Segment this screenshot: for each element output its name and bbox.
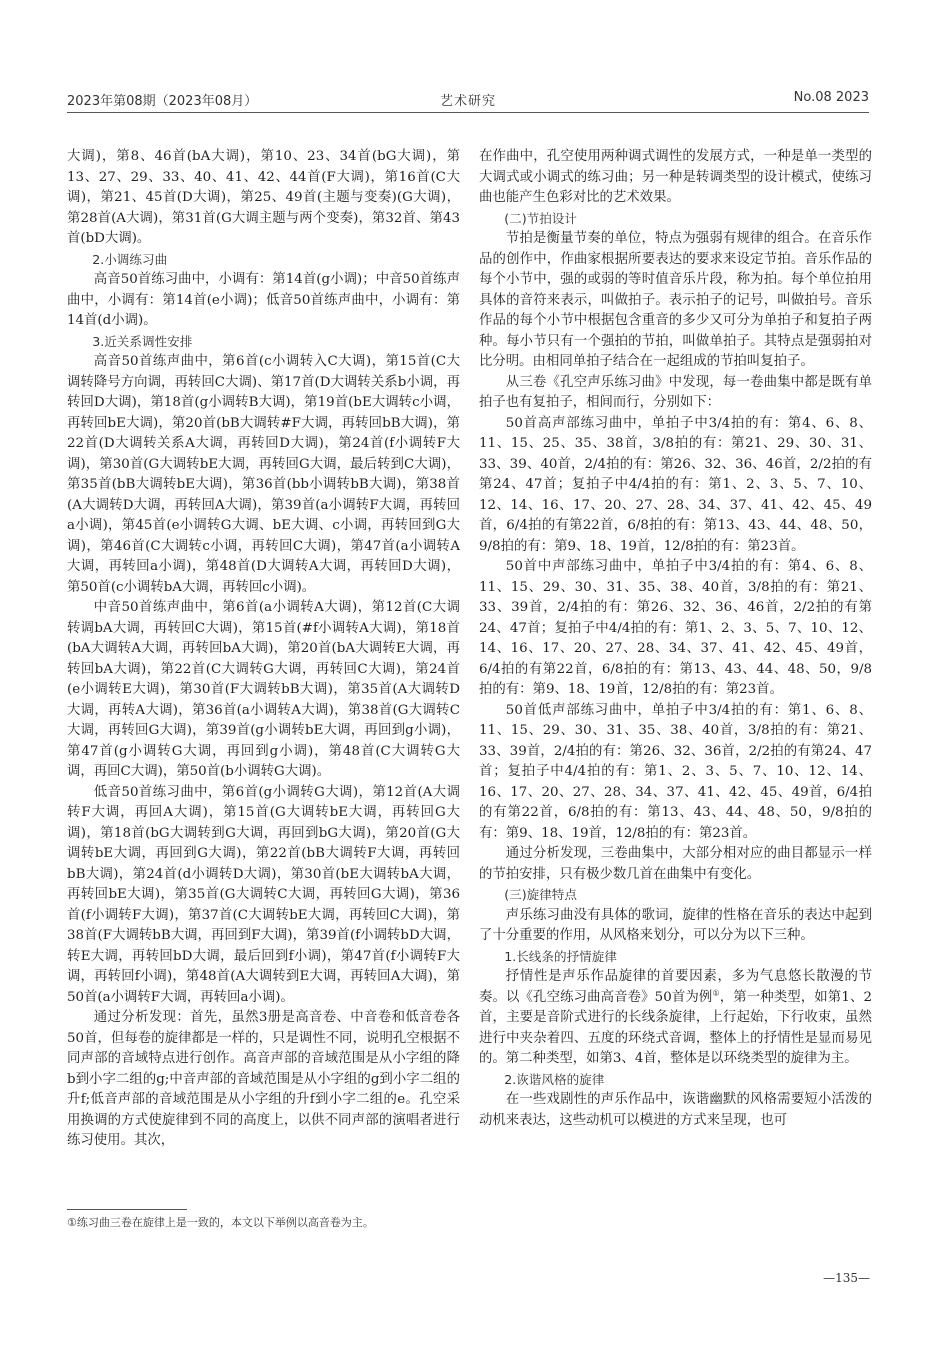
subheading-lyrical-melody: 1.长线条的抒情旋律 <box>504 948 617 964</box>
paragraph: 在作曲中，孔空使用两种调式调性的发展方式，一种是单一类型的大调式或小调式的练习曲；另一种是转调类型的设计模式，使练习曲也能产生色彩对比的艺术效果。 <box>479 149 872 205</box>
subheading-humorous-melody: 2.诙谐风格的旋律 <box>504 1071 605 1087</box>
paragraph <box>479 967 872 1070</box>
paragraph: 高音50首练习曲中，小调有：第14首(g小调)；中音50首练声曲中，小调有：第14首(e小调)；低音50首练声曲中，小调有：第14首(d小调)。 <box>67 272 460 328</box>
paragraph: 通过分析发现，三卷曲集中，大部分相对应的曲目都显示一样的节拍安排，只有极少数几首在曲集中有变化。 <box>479 846 872 882</box>
paragraph: 节拍是衡量节奏的单位，特点为强弱有规律的组合。在音乐作品的创作中，作曲家根据所要表达的要求来设定节拍。音乐作品的每个小节中，强的或弱的等时值音乐片段，称为拍。每个单位拍用具体的音符来表示，叫做拍子。表示拍子的记号，叫做拍号。音乐作品的每个小节中根据包含重音的多少又可分为单拍子和复拍子两种。每小节只有一个强拍的节拍，叫做单拍子。其特点是强弱拍对比分明。由相同单拍子结合在一起组成的节拍叫复拍子。 <box>479 231 872 369</box>
paragraph: 50首低声部练习曲中，单拍子中3/4拍的有：第1、6、8、11、15、29、30、31、35、38、40首，3/8拍的有：第21、33、39首，2/4拍的有：第26、32、36首，2/2拍的有第24、47首；复拍子中4/4拍的有：第1、2、3、5、7、10、12、14、16、17、20、27、28、34、37、41、42、45、49首，6/4拍的有第22首，6/8拍的有：第13、43、44、48、50，9/8拍的有：第9、18、19首，12/8拍的有：第23首。 <box>479 702 872 841</box>
right-column <box>479 147 872 1131</box>
paragraph: 50首中声部练习曲中，单拍子中3/4拍的有：第4、6、8、11、15、29、30、31、35、38、40首，3/8拍的有：第21、33、39首，2/4拍的有：第26、32、36、46首，2/2拍的有第24、47首；复拍子中4/4拍的有：第1、2、3、5、7、10、12、14、16、17、20、27、28、34、37、41、42、45、49首，6/4拍的有第22首，6/8拍的有：第13、43、44、48、50，9/8拍的有：第9、18、19首，12/8拍的有：第23首。 <box>479 559 872 697</box>
page-number: —135— <box>823 1271 870 1285</box>
paragraph: 声乐练习曲没有具体的歌词，旋律的性格在音乐的表达中起到了十分重要的作用，从风格来划分，可以分为以下三种。 <box>479 907 872 943</box>
paragraph-text: ，第一种类型，如第1、2首，主要是音阶式进行的长线条旋律，上行起始，下行收束，虽然进行中夹杂着四、五度的环绕式音调，整体上的抒情性是显而易见的。第二种类型，如第3、4首，整体是以环绕类型的旋律为主。 <box>479 989 872 1066</box>
paragraph: 50首高声部练习曲中，单拍子中3/4拍的有：第4、6、8、11、15、25、35、38首，3/8拍的有：第21、29、30、31、33、39、40首，2/4拍的有：第26、32、36、46首，2/2拍的有第24、47首；复拍子中4/4拍的有：第1、2、3、5、7、10、12、14、16、17、20、27、28、34、37、41、42、45、49首，6/4拍的有第22首，6/8拍的有：第13、43、44、48、50，9/8拍的有：第9、18、19首，12/8拍的有：第23首。 <box>479 415 872 554</box>
paragraph: 在一些戏剧性的声乐作品中，诙谐幽默的风格需要短小活泼的动机来表达，这些动机可以模进的方式来呈现，也可 <box>479 1092 872 1128</box>
paragraph: 高音50首练声曲中，第6首(c小调转入C大调)，第15首(C大调转降号方向调，再转回C大调)、第17首(D大调转关系b小调，再转回D大调)，第18首(g小调转B大调)，第19首(bE大调转c小调，再转回bE大调)，第20首(bB大调转#F大调，再转回bB大调)，第22首(D大调转关系A大调，再转回D大调)，第24首(f小调转F大调)，第30首(G大调转bE大调，再转回G大调，最后转到C大调)，第35首(bB大调转bE大调)，第36首(bb小调转bB大调)，第38首(A大调转D大调，再转回A大调)，第39首(a小调转F大调，再转回a小调)，第45首(e小调转G大调、bE大调、c小调，再转回到G大调)，第46首(C大调转c小调，再转回C大调)，第47首(a小调转A大调，再转回a小调)，第48首(D大调转A大调，再转回D大调)，第50首(c小调转bA大调，再转回c小调)。 <box>67 354 460 595</box>
header-issue-number: No.08 2023 <box>793 90 869 105</box>
header-journal-title: 艺术研究 <box>439 94 496 109</box>
subheading-related-keys: 3.近关系调性安排 <box>92 333 193 349</box>
section-heading-melody: (三)旋律特点 <box>504 887 577 902</box>
paragraph-text: 抒情性是声乐作品旋律的首要因素，多为气息悠长散漫的节奏。以《孔空练习曲高音卷》50首为例 <box>479 969 872 1005</box>
paragraph: 中音50首练声曲中，第6首(a小调转A大调)，第12首(C大调转调bA大调，再转回C大调)，第15首(#f小调转A大调)，第18首(bA大调转A大调，再转回bA大调)，第20首(bA大调转E大调，再转回bA大调)，第22首(C大调转G大调，再转回C大调)，第24首(e小调转E大调)，第30首(F大调转bB大调)，第35首(A大调转D大调，再转A大调)，第36首(a小调转A大调)，第38首(G大调转C大调，再转回G大调)，第39首(g小调转bE大调，再回到g小调)，第47首(g小调转G大调，再回到g小调)，第48首(C大调转G大调，再回C大调)，第50首(b小调转G大调)。 <box>67 600 460 779</box>
left-column <box>67 147 460 1152</box>
paragraph: 低音50首练习曲中，第6首(g小调转G大调)，第12首(A大调转F大调，再回A大调)，第15首(G大调转bE大调，再转回G大调)，第18首(bG大调转到G大调，再回到bG大调)，第20首(G大调转bE大调，再回到G大调)，第22首(bB大调转F大调，再转回bB大调)，第24首(d小调转D大调)，第30首(bE大调转bA大调，再转回bE大调)，第35首(G大调转C大调，再转回G大调)，第36首(f小调转F大调)，第37首(C大调转bE大调，再转回C大调)，第38首(F大调转bB大调，再回到F大调)，第39首(f小调转bD大调，转E大调，再转回bD大调，最后回到f小调)，第47首(f小调转F大调，再转回f小调)，第48首(A大调转到E大调，再转回A大调)，第50首(a小调转F大调，再转回a小调)。 <box>67 784 460 1005</box>
paragraph: 通过分析发现：首先，虽然3册是高音卷、中音卷和低音卷各50首，但每卷的旋律都是一样的，只是调性不同，说明孔空根据不同声部的音域特点进行创作。高音声部的音域范围是从小字组的降b到小字二组的g;中音声部的音域范围是从小字组的g到小字二组的升f;低音声部的音域范围是从小字组的升f到小字二组的e。孔空采用换调的方式使旋律到不同的高度上，以供不同声部的演唱者进行练习使用。其次， <box>67 1010 460 1148</box>
section-heading-meter: (二)节拍设计 <box>504 210 577 226</box>
header-rule <box>67 112 869 113</box>
paragraph: 大调)，第8、46首(bA大调)，第10、23、34首(bG大调)，第13、27、29、33、40、41、42、44首(F大调)，第16首(C大调)，第21、45首(D大调)，第25、49首(主题与变奏)(G大调)，第28首(A大调)，第31首(G大调主题与两个变奏)，第32首、第43首(bD大调)。 <box>67 149 460 246</box>
footnote-rule <box>67 1209 187 1210</box>
footnote: ①练习曲三卷在旋律上是一致的，本文以下举例以高音卷为主。 <box>67 1216 374 1229</box>
paragraph: 从三卷《孔空声乐练习曲》中发现，每一卷曲集中都是既有单拍子也有复拍子，相间而行，分别如下： <box>479 374 872 410</box>
header-issue: 2023年第08期（2023年08月） <box>67 94 258 109</box>
footnote-marker[interactable]: ① <box>712 988 720 998</box>
subheading-minor-keys: 2.小调练习曲 <box>92 251 168 267</box>
running-header <box>67 90 869 112</box>
